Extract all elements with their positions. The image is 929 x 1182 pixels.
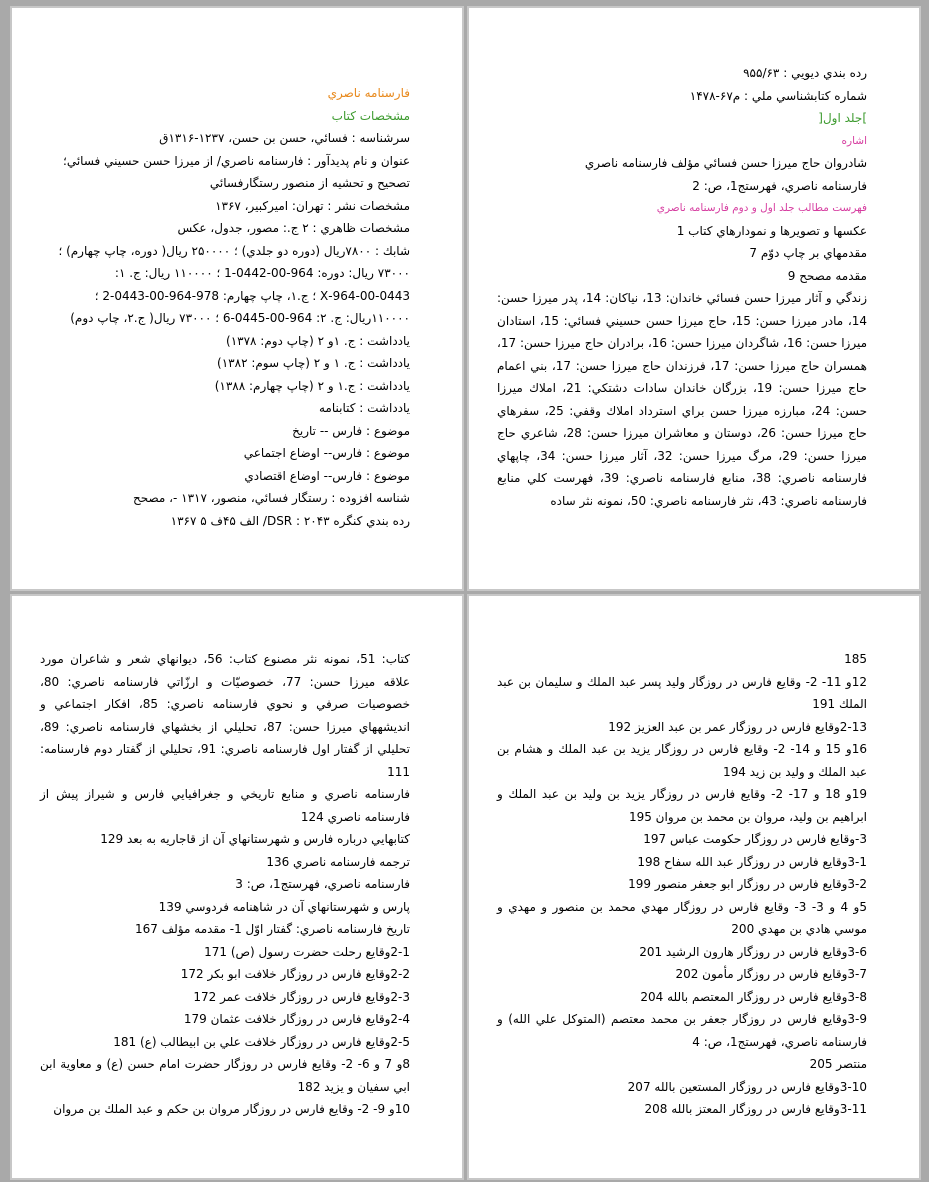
toc-entry: منتصر 205 [809, 1057, 867, 1071]
toc-paragraph: زندگي و آثار ميرزا حسن فسائي خاندان: 13، نياكان: 14، پدر ميرزا حسن: 14، مادر ميرزا حسن: 15، حاج ميرزا حسن حسيني فسائي: 15، استادان ميرزا حسن: 16، شاگردان ميرزا حسن: 16، برادران حاج ميرزا حسن: 17، همسران حاج ميرزا حسن: 17، فرزندان حاج ميرزا حسن: 17، بني اعمام حاج ميرزا حسن: 19، بزرگان خاندان سادات دشتكي: 21، املاك ميرزا حسن: 24، مبارزه ميرزا حسن براي استرداد املاك وقفي: 25، سفرهاي حاج ميرزا حسن: 26، دوستان و معاشران ميرزا حسن: 28، شاعري حاج ميرزا حسن: 29، مرگ ميرزا حسن: 32، آثار ميرزا حسن: 34، چاپهاي فارسنامه ناصري: 38، منابع فارسنامه ناصري: 39، فهرست كلي منابع فارسنامه ناصري: 43، نثر فارسنامه ناصري: 50، نمونه نثر ساده [497, 291, 868, 508]
catalog-line: يادداشت : ج. ۱ و ۲ (چاپ سوم: ۱۳۸۲) [217, 356, 410, 370]
toc-entry: 2-13وقايع فارس در روزگار عمر بن عبد العزيز 192 [608, 719, 867, 734]
toc-line: كتابهايي درباره فارس و شهرستانهاي آن از قاجاريه به بعد 129 [100, 832, 410, 846]
toc-line: 2-4وقايع فارس در روزگار خلافت عثمان 179 [183, 1012, 410, 1026]
intro-line: فارسنامه ناصري، فهرست‏ج‏1، ص: 2 [692, 178, 867, 193]
toc-entry: 3-11وقايع فارس در روزگار المعتز بالله 208 [644, 1102, 867, 1116]
catalog-line: يادداشت : ج. ۱و ۲ (چاپ دوم: ۱۳۷۸) [226, 333, 410, 348]
catalog-line: يادداشت : كتابنامه [319, 401, 410, 415]
intro-line: شادروان حاج ميرزا حسن فسائي مؤلف فارسنامه ناصري [584, 156, 867, 170]
toc-entry: 5و 4 و 3- 3- وقايع فارس در روزگار مهدي محمد بن منصور و مهدي و موسي هادي بن مهدي 200 [497, 899, 867, 936]
toc-entry: 3-وقايع فارس در روزگار حكومت عباس 197 [643, 832, 867, 846]
catalog-line: يادداشت : ج.۱ و ۲ (چاپ چهارم: ۱۳۸۸) [214, 378, 410, 393]
catalog-line: شابك : ۷۸۰۰ريال (دوره دو جلدي) ؛ ۲۵۰۰۰۰ ريال( دوره، چاپ چهارم) ؛ [58, 243, 410, 258]
toc-entry: 3-8وقايع فارس در روزگار المعتصم بالله 204 [640, 989, 867, 1004]
catalog-line: موضوع : فارس -- تاريخ [292, 423, 410, 438]
toc-line: ترجمه فارسنامه ناصري 136 [266, 854, 410, 869]
national-bibliography-number: شماره كتابشناسي ملي : م۶۷-۱۴۷۸ [689, 88, 867, 103]
catalog-line: مشخصات ظاهري : ۲ ج.: مصور، جدول، عكس [177, 221, 410, 235]
toc-entry: 3-7وقايع فارس در روزگار مأمون 202 [675, 967, 867, 981]
catalog-line: 964-00-0443-X ؛ ج.۱، چاپ چهارم: 978-964-00-0443-2 ؛ [94, 288, 410, 303]
page-bottom-right [467, 594, 921, 1180]
page-bottom-right-content [497, 648, 867, 1121]
page-top-left [10, 6, 464, 591]
toc-entry: 3-10وقايع فارس در روزگار المستعين بالله 207 [627, 1079, 867, 1094]
toc-entry: 16و 15 و 14- 2- وقايع فارس در روزگار يزيد بن عبد الملك و هشام بن عبد الملك و وليد بن زيد 194 [497, 742, 867, 779]
toc-entry: 3-9وقايع فارس در روزگار جعفر بن محمد معتصم (المتوكل علي الله) و فارسنامه ناصري، فهرست‏ج‏1، ص: 4 [497, 1012, 867, 1049]
catalog-line: ۷۳۰۰۰ ريال: دوره: 964-00-0442-1 ؛ ۱۱۰۰۰۰ ريال: ج. ۱: [114, 266, 410, 280]
toc-line: 10و 9- 2- وقايع فارس در روزگار مروان بن حكم و عبد الملك بن مروان [53, 1102, 410, 1116]
toc-line: 2-2وقايع فارس در روزگار خلافت ابو بكر 172 [180, 967, 410, 981]
catalog-line: رده بندي كنگره DSR : ۲۰۴۳/ الف ۴۵ف ۵ ۱۳۶۷ [170, 513, 410, 528]
catalog-line: موضوع : فارس-- اوضاع اقتصادي [244, 468, 410, 483]
toc-line: تاريخ فارسنامه ناصري: گفتار اوّل 1- مقدمه مؤلف 167 [135, 922, 410, 936]
catalog-line: مشخصات نشر : تهران: اميركبير، ۱۳۶۷ [215, 198, 410, 213]
catalog-line: سرشناسه : فسائي، حسن بن حسن، ۱۲۳۷-۱۳۱۶ق [159, 131, 410, 145]
toc-paragraph: كتاب: 51، نمونه نثر مصنوع كتاب: 56، ديوانهاي شعر و شاعران مورد علاقه ميرزا حسن: 77، خصوصيّات و ارزّاتي فارسنامه ناصري: 80، خصوصيات صرفي و نحوي فارسنامه ناصري: 85، افكار اجتماعي و انديشه‏هاي ميرزا حسن: 87، تحليلي از بخشهاي فارسنامه ناصري: 89، تحليلي از گفتار اول فارسنامه ناصري: 91، تحليلي از گفتار دوم فارسنامه: 111 [40, 652, 411, 779]
catalog-line: تصحيح و تحشيه از منصور رستگارفسائي [209, 176, 410, 190]
toc-entry: 3-6وقايع فارس در روزگار هارون الرشيد 201 [639, 944, 867, 959]
toc-heading: فهرست مطالب جلد اول و دوم فارسنامه ناصري [656, 202, 867, 214]
page-top-right-content [497, 62, 867, 512]
toc-line: فارسنامه ناصري، فهرست‏ج‏1، ص: 3 [235, 877, 410, 891]
dewey-classification: رده بندي ديويي : ۹۵۵/۶۳ [743, 66, 867, 80]
note-heading: اشاره [841, 134, 867, 147]
page-top-right [467, 6, 921, 591]
toc-line: پارس و شهرستانهاي آن در شاهنامه فردوسي 139 [158, 899, 410, 914]
catalog-line: ۱۱۰۰۰۰ريال: ج. ۲: 964-00-0445-6 ؛ ۷۳۰۰۰ ريال( ج.۲، چاپ دوم) [70, 311, 410, 325]
catalog-line: عنوان و نام پديدآور : فارسنامه ناصري/ از ميرزا حسن حسيني فسائي؛ [63, 153, 410, 168]
toc-line: مقدمه مصحح 9 [787, 268, 867, 283]
toc-paragraph: 8و 7 و 6- 2- وقايع فارس در روزگار حضرت امام حسن (ع) و معاوية ابن ابي سفيان و يزيد 182 [40, 1057, 410, 1094]
toc-line: 2-1وقايع رحلت حضرت رسول (ص) 171 [204, 944, 410, 959]
toc-line: 2-5وقايع فارس در روزگار خلافت علي بن ابيطالب (ع) 181 [113, 1034, 410, 1049]
book-title: فارسنامه ناصري [327, 86, 410, 100]
volume-label: ]جلد اول[ [818, 111, 867, 125]
toc-entry: 3-2وقايع فارس در روزگار ابو جعفر منصور 199 [628, 877, 867, 891]
page-top-left-content [40, 82, 410, 532]
toc-line: مقدمه‏اي بر چاپ دوّم 7 [749, 246, 867, 260]
page-bottom-left-content [40, 648, 410, 1121]
toc-entry: 3-1وقايع فارس در روزگار عبد الله سفاح 198 [637, 854, 867, 869]
toc-line: عكسها و تصويرها و نمودارهاي كتاب 1 [676, 223, 867, 238]
toc-entry: 19و 18 و 17- 2- وقايع فارس در روزگار يزيد بن وليد بن عبد الملك و ابراهيم بن وليد، مروان بن محمد بن مروان 195 [497, 787, 867, 824]
toc-line: 2-3وقايع فارس در روزگار خلافت عمر 172 [193, 989, 410, 1004]
toc-paragraph: فارسنامه ناصري و منابع تاريخي و جغرافيايي فارس و شيراز پيش از فارسنامه ناصري 124 [40, 787, 410, 824]
toc-entry: 185 [844, 652, 867, 666]
book-specs-heading: مشخصات كتاب [331, 108, 410, 123]
catalog-line: موضوع : فارس-- اوضاع اجتماعي [243, 446, 410, 460]
page-bottom-left [10, 594, 464, 1180]
toc-entry: 12و 11- 2- وقايع فارس در روزگار وليد پسر عبد الملك و سليمان بن عبد الملك 191 [497, 674, 868, 711]
catalog-line: شناسه افزوده : رستگار فسائي، منصور، ۱۳۱۷ -، مصحح [132, 491, 410, 505]
